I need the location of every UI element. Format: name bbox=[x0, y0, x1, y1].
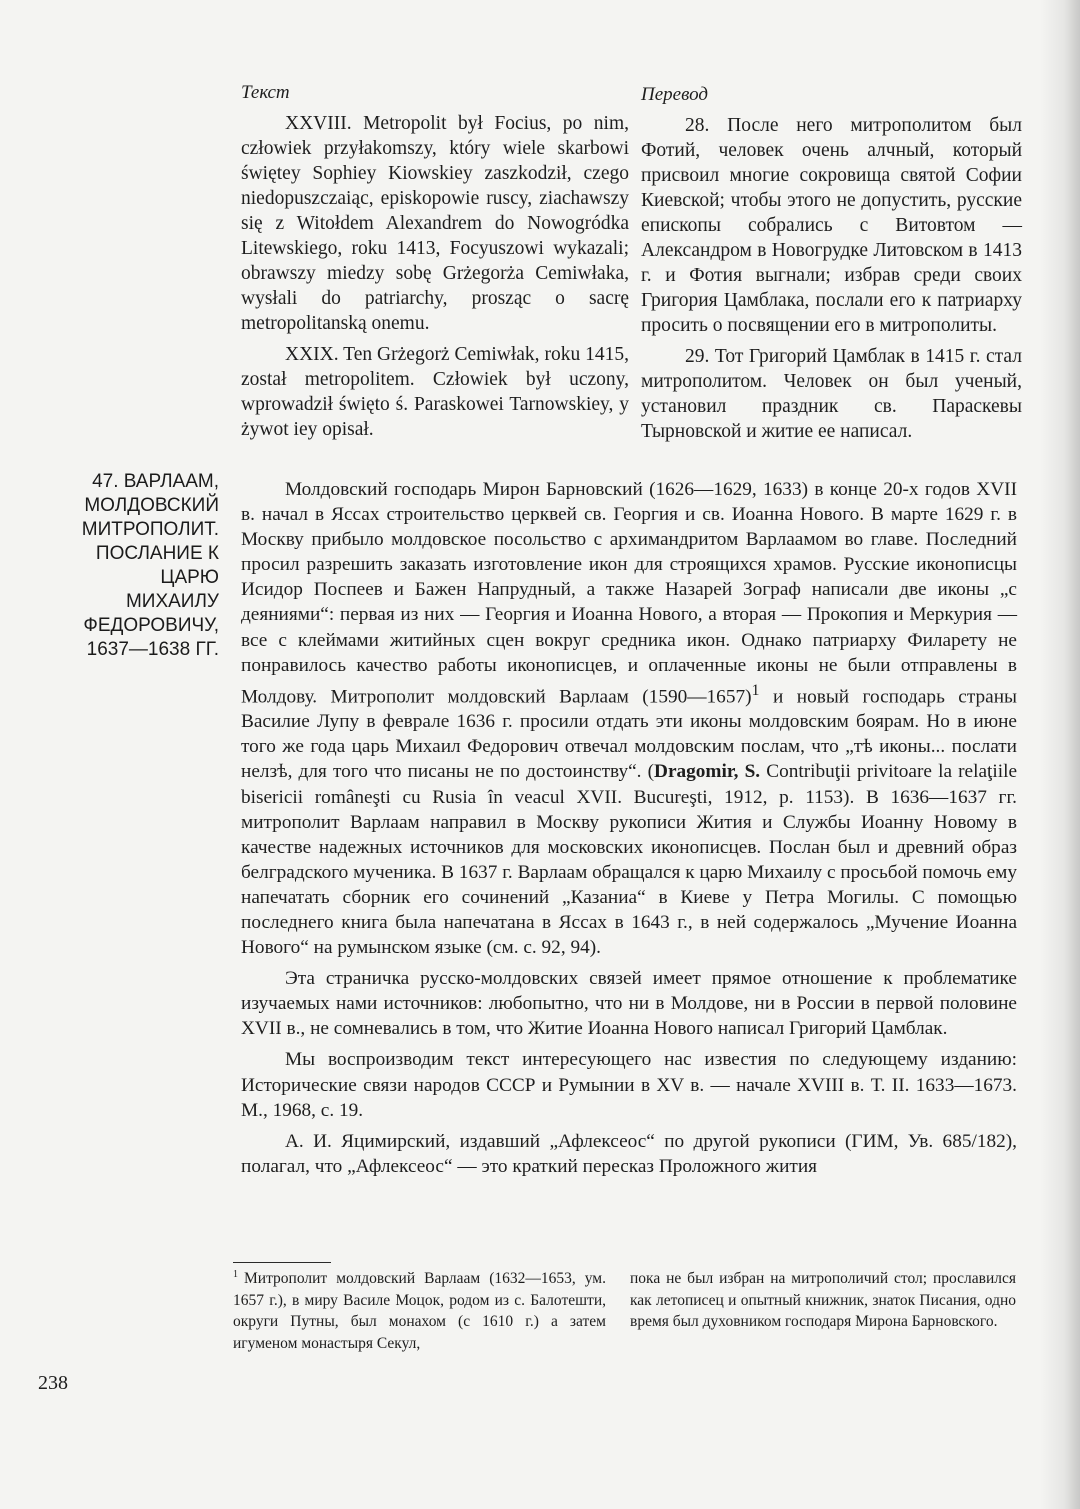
body-paragraph-1-part-a: Молдовский господарь Мирон Барновский (1626—1629, 1633) в конце 20-х годов XVII в. начал в Яссах строительство церквей св. Георгия и св. Иоанна Нового. В марте 1629 г. в Москву прибыло молдовское посольство с архимандритом Варлаамом во главе. Последний просил разрешить заказать изготовление икон для строящихся храмов. Русские иконописцы Исидор Поспеев и Бажен Напрудный, а также Назарей Зограф написали две иконы „с деяниями“: первая из них — Георгия и Иоанна Нового, а вторая — Прокопия и Меркурия — все с клеймами житийных сцен вокруг средника икон. Однако патриарху Филарету не понравилось качество работы иконописцев, и оплаченные иконы не были отправлены в Молдову. Митрополит молдовский Варлаам (1590—1657) bbox=[241, 479, 1017, 708]
translation-paragraph-29: 29. Тот Григорий Цамблак в 1415 г. стал митрополитом. Человек он был ученый, установил праздник св. Параскевы Тырновской и житие ее написал. bbox=[641, 346, 1022, 442]
page-edge-shadow bbox=[1040, 0, 1080, 1509]
side-heading-line: МОЛДОВСКИЙ bbox=[84, 495, 219, 516]
footnote-divider bbox=[233, 1262, 331, 1263]
side-heading-line: ПОСЛАНИЕ К bbox=[95, 543, 219, 564]
translation-column-heading: Перевод bbox=[641, 84, 708, 105]
footnote-mark: 1 bbox=[233, 1269, 238, 1280]
footnote-right-column bbox=[630, 1268, 1016, 1333]
main-body-text bbox=[241, 477, 1017, 1179]
side-heading-line: 47. ВАРЛААМ, bbox=[92, 471, 219, 492]
body-paragraph-4: А. И. Яцимирский, издавший „Афлексеос“ по другой рукописи (ГИМ, Ув. 685/182), полагал, что „Афлексеос“ — это краткий пересказ Проложного жития bbox=[241, 1130, 1017, 1177]
section-side-heading bbox=[40, 470, 219, 662]
side-heading-line: МИХАИЛУ bbox=[125, 591, 219, 612]
footnote-text-right: пока не был избран на митрополичий стол; прославился как летописец и опытный книжник, знаток Писания, одно время был духовником господаря Мирона Барновского. bbox=[630, 1270, 1016, 1330]
russian-translation-column bbox=[641, 82, 1022, 444]
text-column-heading: Текст bbox=[241, 82, 290, 103]
body-paragraph-3: Мы воспроизводим текст интересующего нас известия по следующему изданию: Исторические связи народов СССР и Румынии в XV в. — начале XVIII в. Т. II. 1633—1673. М., 1968, с. 19. bbox=[241, 1049, 1017, 1121]
footnote-reference: 1 bbox=[751, 681, 760, 699]
side-heading-line: 1637—1638 ГГ. bbox=[86, 639, 219, 660]
body-paragraph-1-part-b: и новый господарь страны Василие Лупу в феврале 1636 г. просили отдать эти иконы молдовским боярам. Но в июне того же года царь Михаил Федорович отвечал молдовским послам, что „тѣ иконы... послати нелзѣ, для того что писаны не по достоинству“. ( bbox=[241, 686, 1017, 783]
page-number: 238 bbox=[38, 1372, 68, 1394]
text-paragraph-28: XXVIII. Metropolit był Focius, po nim, człowiek przyłakomszy, który wiele skarbowi świętey Sophiey Kiowskiey zaszkodził, czego niedopuszczaiąc, episkopowie ruscy, ziachawszy się z Witołdem Alexandrem do Nowogródka Litewskiego, roku 1413, Focyuszowi wykazali; obrawszy miedzy sobę Grżegorża Cemiwłaka, wysłali do patriarchy, prosząc o sacrę metropolitanską onemu. bbox=[241, 113, 629, 334]
translation-paragraph-28: 28. После него митрополитом был Фотий, человек очень алчный, который присвоил многие сокровища святой Софии Киевской; чтобы этого не допустить, русские епископы собрались с Витовтом — Александром в Новогрудке Литовском в 1413 г. и Фотия выгнали; избрав среди своих Григория Цамблака, послали его к патриарху просить о посвящении его в митрополиты. bbox=[641, 115, 1022, 336]
polish-text-column bbox=[241, 80, 629, 442]
citation-author: Dragomir, S. bbox=[654, 761, 761, 783]
side-heading-line: ЦАРЮ bbox=[160, 567, 219, 588]
footnote-left-column bbox=[233, 1268, 606, 1354]
text-paragraph-29: XXIX. Ten Grżegorż Cemiwłak, roku 1415, został metropolitem. Człowiek był uczony, wprowadził święto ś. Paraskowei Tarnowskiey, y żywot iey opisał. bbox=[241, 344, 629, 440]
footnote-text-left: Митрополит молдовский Варлаам (1632—1653, ум. 1657 г.), в миру Василе Моцок, родом из с. Балотешти, округи Путны, был монахом (с 1610 г.) а затем игуменом монастыря Секул, bbox=[233, 1270, 606, 1352]
side-heading-line: МИТРОПОЛИТ. bbox=[81, 519, 219, 540]
body-paragraph-1-part-c: Contribuţii privitoare la relaţiile bisericii româneşti cu Rusia în veacul XVII. Bucureşti, 1912, p. 1153). В 1636—1637 гг. митрополит Варлаам направил в Москву рукописи Жития и Службы Иоанну Новому в качестве надежных источников для московских иконописцев. Послан был и древний образ белградского мученика. В 1637 г. Варлаам обращался к царю Михаилу с просьбой помочь ему напечатать сборник его сочинений „Казаниа“ в Киеве у Петра Могилы. С помощью последнего книга была напечатана в Яссах в 1643 г., в ней содержалось „Мучение Иоанна Нового“ на румынском языке (см. с. 92, 94). bbox=[241, 761, 1018, 959]
body-paragraph-2: Эта страничка русско-молдовских связей имеет прямое отношение к проблематике изучаемых нами источников: любопытно, что ни в Молдове, ни в России в первой половине XVII в., не сомневались в том, что Житие Иоанна Нового написал Григорий Цамблак. bbox=[241, 968, 1017, 1040]
body-paragraph-1 bbox=[241, 477, 1017, 960]
side-heading-line: ФЕДОРОВИЧУ, bbox=[83, 615, 219, 636]
